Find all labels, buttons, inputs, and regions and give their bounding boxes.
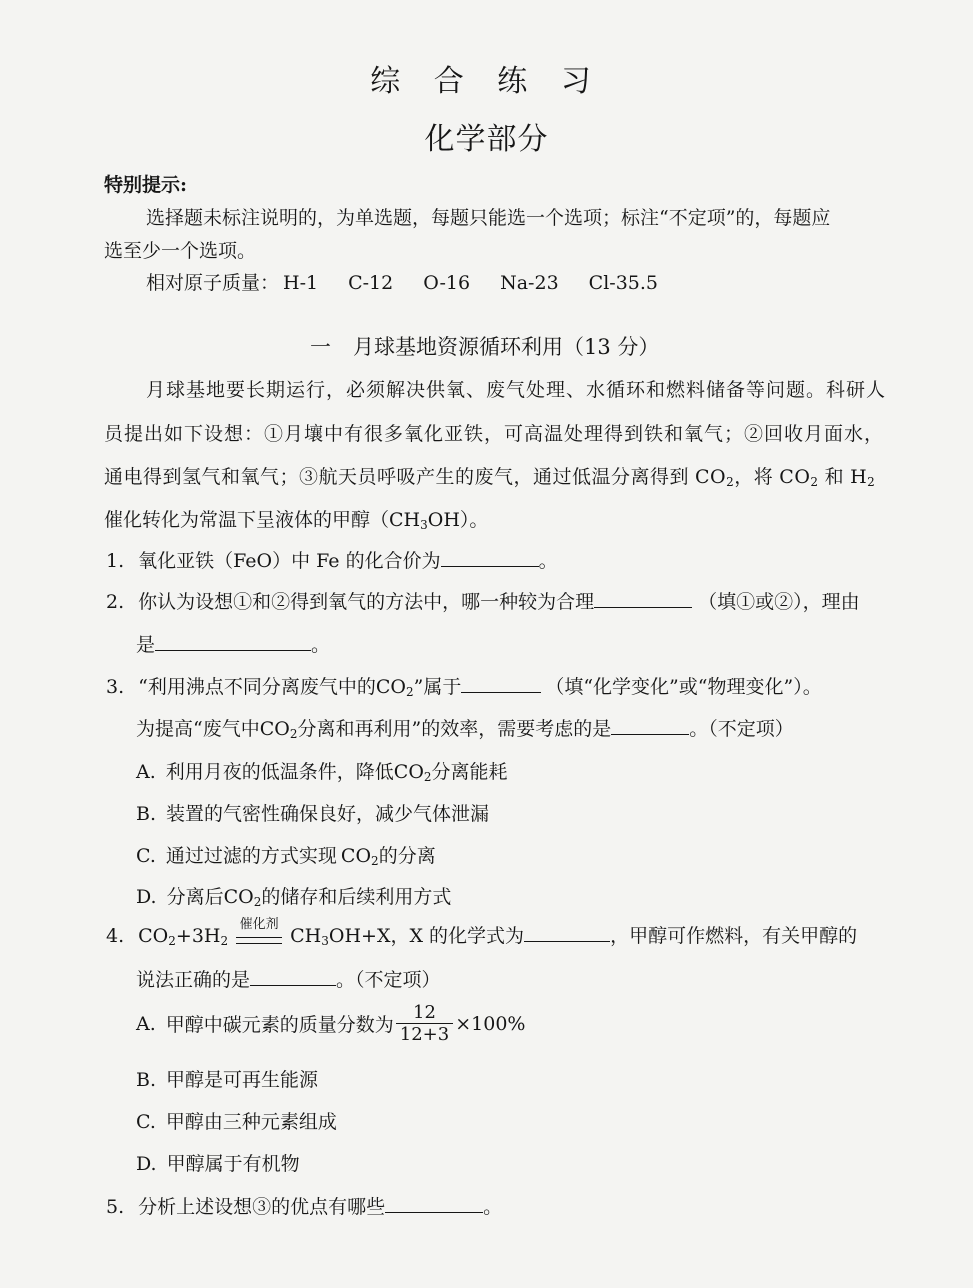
answer-blank-q4-statement[interactable] <box>250 967 336 986</box>
section-number: 一 <box>310 335 331 359</box>
mass-cl: Cl-35.5 <box>588 272 659 294</box>
question-4 <box>106 917 858 949</box>
formula-co2-b: $CO_2$ <box>779 466 819 489</box>
formula-h2-q4: $H_2$ <box>203 925 229 948</box>
question-1-text: 氧化亚铁（FeO）中 Fe 的化合价为 <box>138 550 441 572</box>
option-text-tail: 的储存和后续利用方式 <box>261 886 452 908</box>
intro-line-4 <box>104 505 488 532</box>
notice-line-1: 选择题未标注说明的，为单选题，每题只能选一个选项；标注“不定项”的，每题应 <box>146 207 831 229</box>
option-text: 甲醇是可再生能源 <box>166 1069 319 1091</box>
formula-ch3oh: $CH_3OH$ <box>389 509 460 532</box>
question-3-line-2-end: 。（不定项） <box>689 718 794 740</box>
fraction-denominator: 12+3 <box>399 1024 450 1045</box>
option-text: 利用月夜的低温条件，降低 <box>165 761 394 783</box>
option-text-tail: 的分离 <box>378 845 436 867</box>
atomic-masses-label: 相对原子质量： <box>146 272 280 294</box>
option-letter: B. <box>136 1069 157 1091</box>
q4-line-2: 说法正确的是 <box>136 969 251 991</box>
intro-line-2: 员提出如下设想：①月壤中有很多氧化亚铁，可高温处理得到铁和氧气；②回收月面水， <box>104 423 885 445</box>
page-title: 综 合 练 习 <box>370 64 603 99</box>
intro-line-4-text: 催化转化为常温下呈液体的甲醇（ <box>104 509 390 531</box>
q4-tail: ，甲醇可作燃料，有关甲醇的 <box>610 925 858 947</box>
question-2-text: 你认为设想①和②得到氧气的方法中，哪一种较为合理 <box>138 591 595 613</box>
option-letter: C. <box>136 1111 156 1133</box>
intro-line-4-close: ）。 <box>459 509 489 531</box>
option-letter: D. <box>136 1153 157 1175</box>
intro-line-3 <box>104 462 875 489</box>
formula-co2-q3b: $CO_2$ <box>259 718 298 741</box>
q4-option-c[interactable] <box>136 1107 337 1134</box>
reaction-equals-sign <box>234 917 284 949</box>
q4-plus-3: +3 <box>175 925 204 947</box>
question-5 <box>106 1192 502 1219</box>
question-2-line-2 <box>136 630 330 657</box>
catalyst-label: 催化剂 <box>239 917 279 932</box>
formula-co2-opt-c: $CO_2$ <box>340 845 379 868</box>
option-letter: A. <box>136 1012 156 1035</box>
mass-na: Na-23 <box>500 272 559 294</box>
question-2-reason-label: 是 <box>136 634 156 656</box>
question-1-end: 。 <box>538 550 558 572</box>
question-5-text: 分析上述设想③的优点有哪些 <box>138 1196 386 1218</box>
q3-option-c[interactable] <box>136 841 436 868</box>
option-letter: B. <box>136 803 157 825</box>
question-4-number: 4. <box>106 925 125 947</box>
q4-option-b[interactable] <box>136 1065 318 1092</box>
question-1-number: 1. <box>106 550 125 572</box>
q4-option-d[interactable] <box>136 1149 300 1176</box>
option-suffix: ×100% <box>455 1012 526 1035</box>
question-3-line-2-a: 为提高“废气中 <box>136 718 260 740</box>
notice-line-2: 选至少一个选项。 <box>104 240 257 262</box>
option-text: 甲醇中碳元素的质量分数为 <box>165 1014 394 1036</box>
question-3-number: 3. <box>106 676 125 698</box>
option-letter: D. <box>136 886 157 908</box>
question-3-text-b: ”属于 <box>413 676 462 698</box>
formula-co2-opt-a: $CO_2$ <box>393 761 432 784</box>
notice-label: 特别提示: <box>104 174 188 196</box>
page-subtitle: 化学部分 <box>424 122 549 157</box>
question-2-number: 2. <box>106 591 125 613</box>
intro-line-3-and: 和 <box>824 466 845 488</box>
q4-option-a[interactable] <box>136 1002 525 1045</box>
question-4-line-2 <box>136 965 441 992</box>
q3-option-a[interactable] <box>136 757 508 784</box>
intro-line-1: 月球基地要长期运行，必须解决供氧、废气处理、水循环和燃料储备等问题。科研人 <box>146 379 887 401</box>
answer-blank-q1[interactable] <box>441 548 539 567</box>
formula-co2-q3: $CO_2$ <box>375 676 414 699</box>
formula-ch3oh-q4: $CH_3OH$ <box>290 925 362 948</box>
answer-blank-q4-formula[interactable] <box>524 923 610 942</box>
fraction-numerator: 12 <box>396 1002 453 1024</box>
answer-blank-q2-choice[interactable] <box>594 589 692 608</box>
question-3-line-2-b: 分离和再利用”的效率，需要考虑的是 <box>297 718 612 740</box>
question-2-paren: （填①或②），理由 <box>698 591 860 613</box>
answer-blank-q3-change[interactable] <box>461 674 541 693</box>
section-heading <box>310 331 659 361</box>
option-letter: C. <box>136 845 156 867</box>
formula-co2-q4: $CO_2$ <box>138 925 176 948</box>
q4-product: +X，X 的化学式为 <box>361 925 525 947</box>
section-title: 月球基地资源循环利用（13 分） <box>353 335 660 359</box>
question-3 <box>106 672 822 699</box>
answer-blank-q3-factors[interactable] <box>611 716 689 735</box>
formula-co2-opt-d: $CO_2$ <box>223 886 262 909</box>
option-text: 通过过滤的方式实现 <box>165 845 337 867</box>
intro-line-3-join: ，将 <box>734 466 774 488</box>
mass-h: H-1 <box>283 272 319 294</box>
option-text: 装置的气密性确保良好，减少气体泄漏 <box>166 803 490 825</box>
answer-blank-q2-reason[interactable] <box>155 632 311 651</box>
answer-blank-q5[interactable] <box>385 1194 483 1213</box>
question-3-text-a: “利用沸点不同分离废气中的 <box>138 676 376 698</box>
q4-line-2-end: 。（不定项） <box>336 969 441 991</box>
atomic-masses <box>146 268 658 295</box>
mass-c: C-12 <box>348 272 394 294</box>
mass-fraction <box>396 1002 453 1045</box>
question-5-end: 。 <box>483 1196 503 1218</box>
q3-option-d[interactable] <box>136 882 451 909</box>
option-letter: A. <box>136 761 156 783</box>
question-1 <box>106 546 558 573</box>
question-2-end: 。 <box>311 634 331 656</box>
question-3-line-2 <box>136 714 794 741</box>
option-text: 分离后 <box>166 886 224 908</box>
formula-h2: $H_2$ <box>850 466 876 489</box>
option-text: 甲醇属于有机物 <box>166 1153 300 1175</box>
q3-option-b[interactable] <box>136 799 489 826</box>
question-5-number: 5. <box>106 1196 125 1218</box>
option-text-tail: 分离能耗 <box>431 761 508 783</box>
option-text: 甲醇由三种元素组成 <box>165 1111 337 1133</box>
question-3-paren: （填“化学变化”或“物理变化”）。 <box>545 676 822 698</box>
mass-o: O-16 <box>423 272 471 294</box>
intro-line-3-text: 通电得到氢气和氧气；③航天员呼吸产生的废气，通过低温分离得到 <box>104 466 690 488</box>
formula-co2-a: $CO_2$ <box>695 466 735 489</box>
question-2 <box>106 587 860 614</box>
